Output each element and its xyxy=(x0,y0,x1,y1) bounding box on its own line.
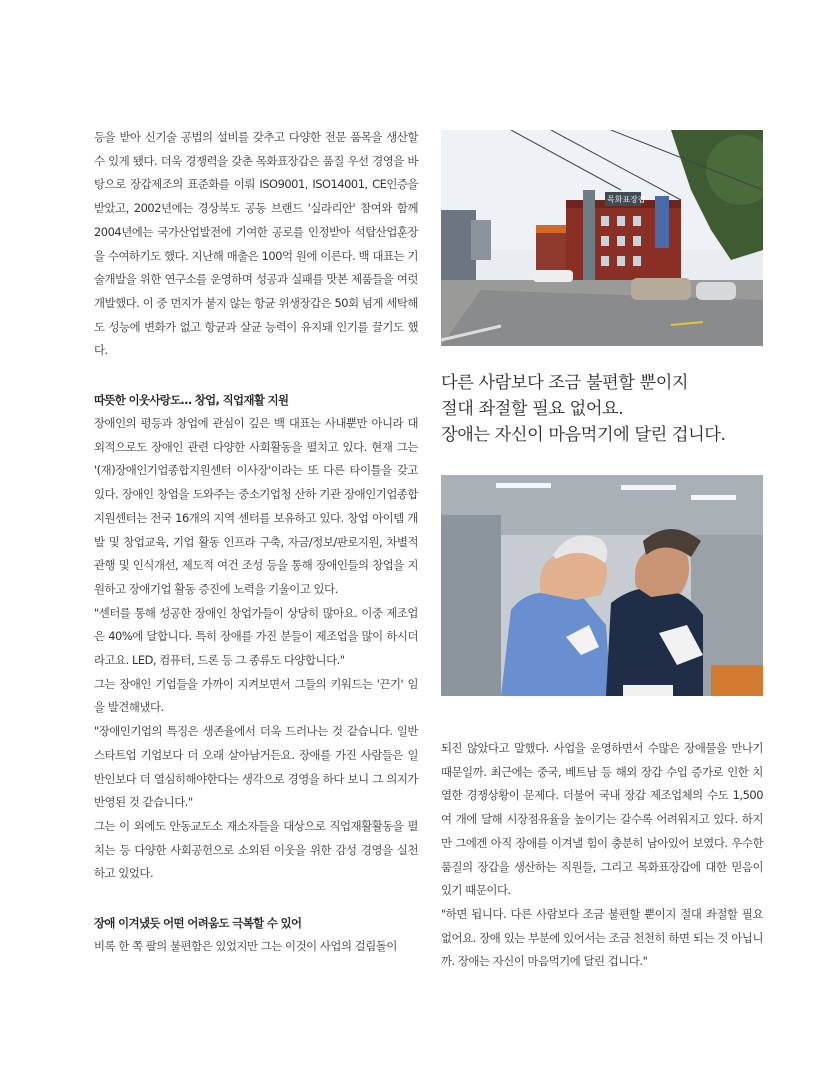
section-heading: 장애 이겨냈듯 어떤 어려움도 극복할 수 있어 xyxy=(94,916,302,931)
section-heading: 따뜻한 이웃사랑도… 창업, 직업재활 지원 xyxy=(94,393,289,408)
body-paragraph: 등을 받아 신기술 공법의 설비를 갖추고 다양한 전문 품목을 생산할 수 있게 됐다. 더욱 경쟁력을 갖춘 목화표장갑은 품질 우선 경영을 바탕으로 장갑제조의 표준화를 이뤄 ISO9001, ISO14001, CE인증을 받았고, 2002년에는 경상북도 공동 브랜드 '실라리안' 참여와 함께 2004년에는 국가산업발전에 기여한 공로를 인정받아 석탑산업훈장을 수여하기도 했다. 지난해 매출은 100억 원에 이른다. 백 대표는 기술개발을 위한 연구소를 운영하며 성공과 실패를 맛본 제품들을 여럿 개발했다. 이 중 먼지가 붙지 않는 항균 위생장갑은 50회 넘게 세탁해도 성능에 변화가 없고 항균과 살균 능력이 유지돼 인기를 끌기도 했다. xyxy=(94,130,418,358)
quote-paragraph: "센터를 통해 성공한 장애인 창업가들이 상당히 많아요. 이중 제조업은 40%에 달합니다. 특히 장애를 가진 분들이 제조업을 많이 하시더라고요. LED, 컴퓨터, 드론 등 그 종류도 다양합니다." xyxy=(94,605,418,668)
quote-paragraph: "장애인기업의 특징은 생존율에서 더욱 드러나는 것 같습니다. 일반 스타트업 기업보다 더 오래 살아남거든요. 장애를 가진 사람들은 일반인보다 더 열심히해야한다는 생각으로 경영을 하다 보니 그 의지가 반영된 것 같습니다." xyxy=(94,724,418,810)
pull-quote-line: 장애는 자신이 마음먹기에 달린 겁니다. xyxy=(441,425,726,445)
body-paragraph: 장애인의 평등과 창업에 관심이 깊은 백 대표는 사내뿐만 아니라 대외적으로도 장애인 관련 다양한 사회활동을 펼치고 있다. 현재 그는 '(재)장애인기업종합지원센터 이사장'이라는 또 다른 타이틀을 갖고 있다. 장애인 창업을 도와주는 중소기업청 산하 기관 장애인기업종합지원센터는 전국 16개의 지역 센터를 보유하고 있다. 창업 아이템 개발 및 창업교육, 기업 활동 인프라 구축, 자금/정보/판로지원, 차별적 관행 및 인식개선, 제도적 여건 조성 등을 통해 장애인들의 창업을 지원하고 장애기업 활동 증진에 노력을 기울이고 있다. xyxy=(94,416,418,596)
left-column xyxy=(94,126,418,959)
body-paragraph: 그는 이 외에도 안동교도소 재소자들을 대상으로 직업재활활동을 펼치는 등 다양한 사회공헌으로 소외된 이웃을 위한 감성 경영을 실천하고 있었다. xyxy=(94,818,418,881)
factory-sign-text: 목화표장갑 xyxy=(607,195,646,204)
body-paragraph: 비록 한 쪽 팔의 불편함은 있었지만 그는 이것이 사업의 걸림돌이 xyxy=(94,939,397,954)
workers-factory-photo xyxy=(441,475,763,696)
quote-paragraph: "하면 됩니다. 다른 사람보다 조금 불편할 뿐이지 절대 좌절할 필요 없어요. 장애 있는 부분에 있어서는 조금 천천히 하면 되는 것 아닙니까. 장애는 자신이 마음먹기에 달린 겁니다." xyxy=(441,906,763,969)
pull-quote xyxy=(441,370,771,448)
right-column xyxy=(441,737,763,974)
pull-quote-line: 다른 사람보다 조금 불편할 뿐이지 xyxy=(441,373,689,393)
body-paragraph: 그는 장애인 기업들을 가까이 지켜보면서 그들의 키워드는 '끈기' 임을 발견해냈다. xyxy=(94,676,418,715)
factory-building-photo xyxy=(441,130,763,346)
pull-quote-line: 절대 좌절할 필요 없어요. xyxy=(441,399,624,419)
body-paragraph: 되진 않았다고 말했다. 사업을 운영하면서 수많은 장애물을 만나기 때문일까. 최근에는 중국, 베트남 등 해외 장갑 수입 증가로 인한 치열한 경쟁상황이 문제다. 더불어 국내 장갑 제조업체의 수도 1,500여 개에 달해 시장점유율을 높이기는 갈수록 어려워지고 있다. 하지만 그에겐 아직 장애를 이겨낼 힘이 충분히 남아있어 보였다. 우수한 품질의 장갑을 생산하는 직원들, 그리고 목화표장갑에 대한 믿음이 있기 때문이다. xyxy=(441,741,763,898)
